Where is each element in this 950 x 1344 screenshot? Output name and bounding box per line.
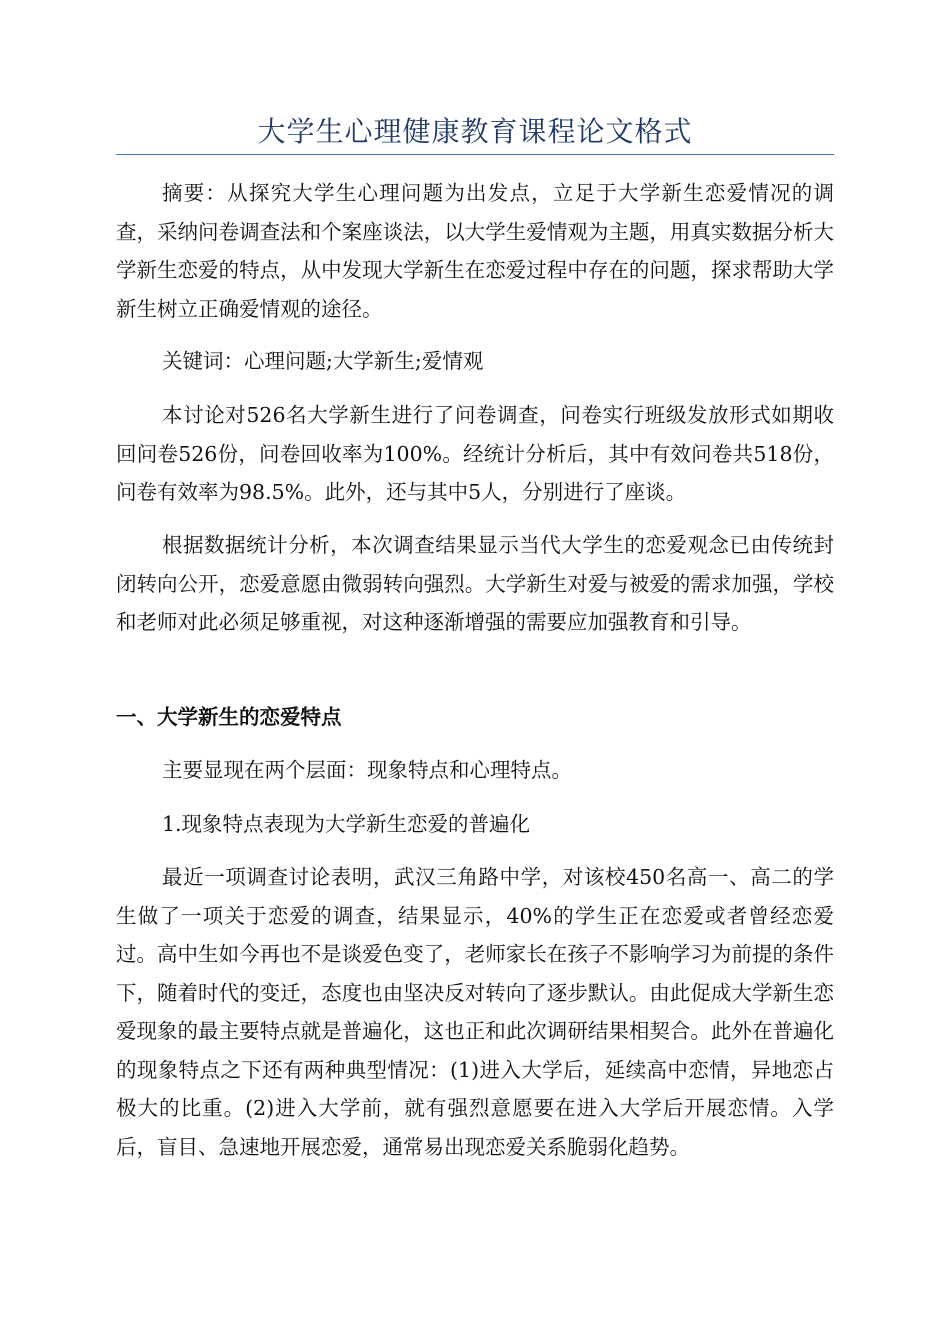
- survey-paragraph: 本讨论对526名大学新生进行了问卷调查，问卷实行班级发放形式如期收回问卷526份，问卷回收率为100%。经统计分析后，其中有效问卷共518份，问卷有效率为98.5%。此外，还与其中5人，分别进行了座谈。: [116, 403, 834, 504]
- document-title: 大学生心理健康教育课程论文格式: [257, 115, 693, 148]
- subsection-paragraph: 最近一项调查讨论表明，武汉三角路中学，对该校450名高一、高二的学生做了一项关于恋爱的调查，结果显示，40%的学生正在恋爱或者曾经恋爱过。高中生如今再也不是谈爱色变了，老师家长在孩子不影响学习为前提的条件下，随着时代的变迁，态度也由坚决反对转向了逐步默认。由此促成大学新生恋爱现象的最主要特点就是普遍化，这也正和此次调研结果相契合。此外在普遍化的现象特点之下还有两种典型情况：(1)进入大学后，延续高中恋情，异地恋占极大的比重。(2)进入大学前，就有强烈意愿要在进入大学后开展恋情。入学后，盲目、急速地开展恋爱，通常易出现恋爱关系脆弱化趋势。: [116, 865, 834, 1159]
- section-intro: 主要显现在两个层面：现象特点和心理特点。: [162, 758, 572, 782]
- keywords-line: 关键词：心理问题;大学新生;爱情观: [162, 349, 484, 373]
- analysis-paragraph: 根据数据统计分析，本次调查结果显示当代大学生的恋爱观念已由传统封闭转向公开，恋爱意愿由微弱转向强烈。大学新生对爱与被爱的需求加强，学校和老师对此必须足够重视，对这种逐渐增强的需要应加强教育和引导。: [116, 533, 834, 634]
- subsection-heading: 1.现象特点表现为大学新生恋爱的普遍化: [162, 812, 531, 836]
- abstract-paragraph: 摘要：从探究大学生心理问题为出发点，立足于大学新生恋爱情况的调查，采纳问卷调查法和个案座谈法，以大学生爱情观为主题，用真实数据分析大学新生恋爱的特点，从中发现大学新生在恋爱过程中存在的问题，探求帮助大学新生树立正确爱情观的途径。: [116, 181, 834, 321]
- title-underline: [116, 154, 834, 155]
- section-heading: 一、大学新生的恋爱特点: [116, 705, 342, 729]
